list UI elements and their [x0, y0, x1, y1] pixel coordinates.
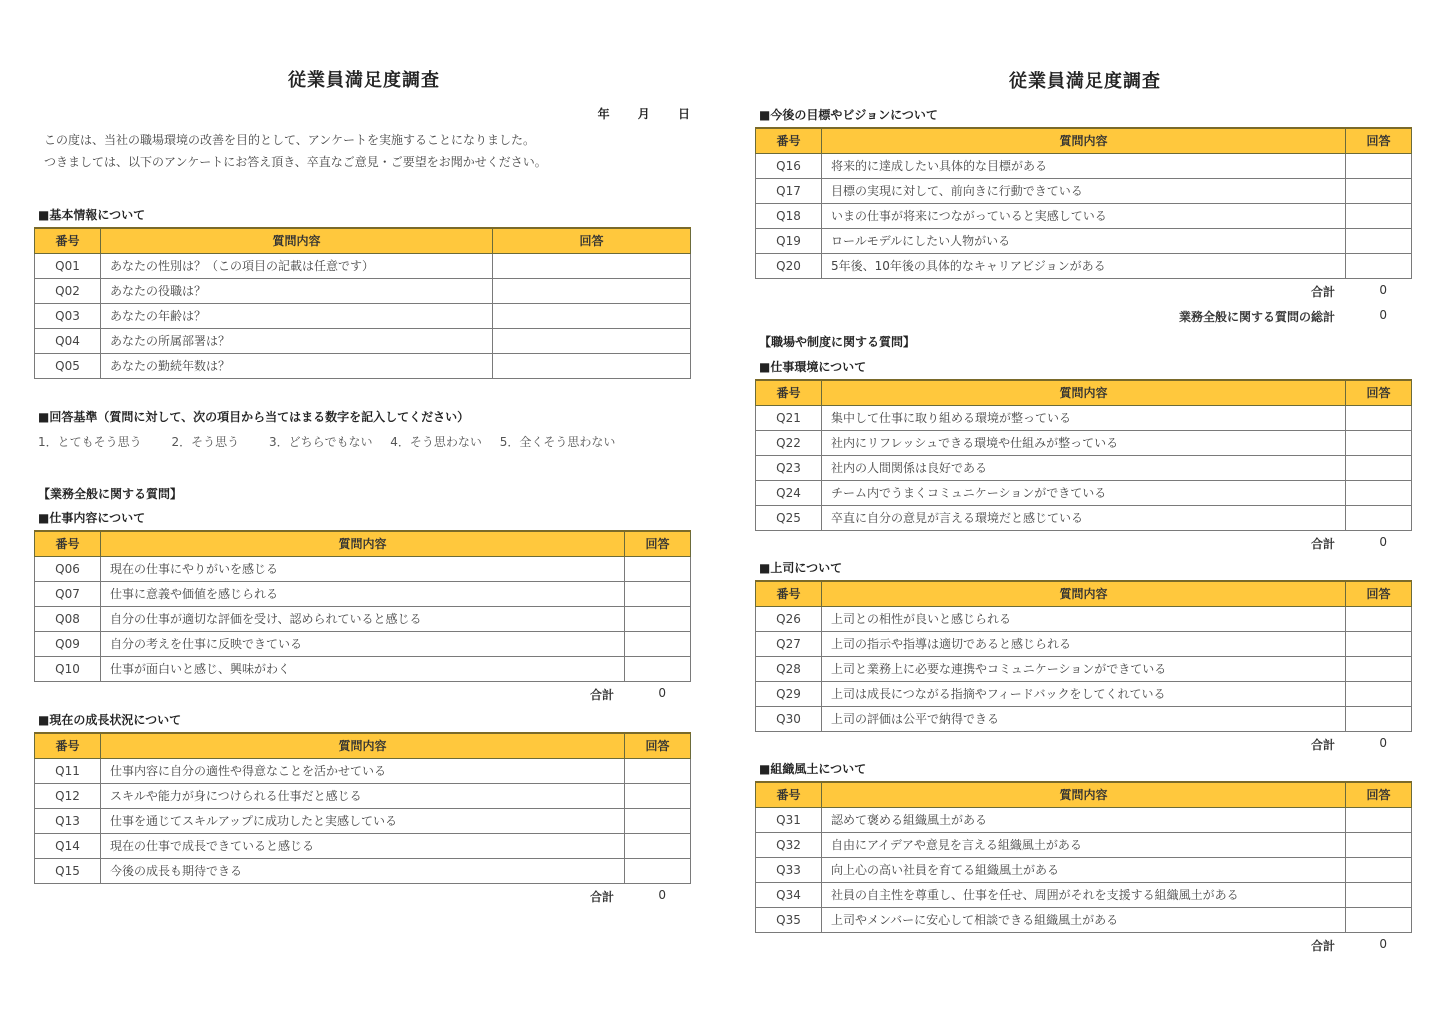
answer-cell[interactable]	[625, 833, 691, 858]
question-number: Q23	[756, 455, 822, 480]
table-row	[756, 455, 1412, 480]
table-row	[756, 706, 1412, 731]
column-header-answer: 回答	[625, 531, 691, 556]
boss-table	[755, 580, 1412, 732]
table-row	[35, 808, 691, 833]
question-text: 目標の実現に対して、前向きに行動できている	[822, 178, 1346, 203]
growth-table	[34, 732, 691, 884]
table-row	[35, 353, 691, 378]
column-header-number: 番号	[756, 581, 822, 606]
question-number: Q14	[35, 833, 101, 858]
question-number: Q12	[35, 783, 101, 808]
answer-cell[interactable]	[625, 631, 691, 656]
scale-option: 4．そう思わない	[390, 435, 482, 449]
question-text: 仕事内容に自分の適性や得意なことを活かせている	[101, 758, 625, 783]
question-text: 社員の自主性を尊重し、仕事を任せ、周囲がそれを支援する組織風土がある	[822, 882, 1346, 907]
section-heading-vision: ■今後の目標やビジョンについて	[759, 108, 938, 122]
column-header-question: 質問内容	[822, 380, 1346, 405]
criteria-scale	[38, 433, 641, 450]
column-header-number: 番号	[35, 228, 101, 253]
section-heading-culture: ■組織風土について	[759, 762, 867, 776]
answer-cell[interactable]	[625, 606, 691, 631]
intro-line: この度は、当社の職場環境の改善を目的として、アンケートを実施することになりました。	[44, 133, 536, 147]
question-number: Q35	[756, 907, 822, 932]
answer-cell[interactable]	[493, 303, 691, 328]
scale-option: 1．とてもそう思う	[38, 435, 142, 449]
category-general: 【業務全般に関する質問】	[38, 487, 183, 501]
question-number: Q28	[756, 656, 822, 681]
question-text: 上司の指示や指導は適切であると感じられる	[822, 631, 1346, 656]
table-row	[756, 606, 1412, 631]
table-row	[756, 857, 1412, 882]
answer-cell[interactable]	[1346, 228, 1412, 253]
total-label: 合計	[1310, 537, 1335, 551]
scale-option: 2．そう思う	[171, 435, 240, 449]
answer-cell[interactable]	[1346, 706, 1412, 731]
question-text: 集中して仕事に取り組める環境が整っている	[822, 405, 1346, 430]
table-header-row	[35, 228, 691, 253]
question-text: 仕事を通じてスキルアップに成功したと実感している	[101, 808, 625, 833]
question-text: あなたの所属部署は？	[101, 328, 493, 353]
table-row	[756, 253, 1412, 278]
column-header-question: 質問内容	[822, 581, 1346, 606]
question-number: Q02	[35, 278, 101, 303]
scale-option: 5．全くそう思わない	[499, 435, 616, 449]
column-header-number: 番号	[35, 733, 101, 758]
question-number: Q03	[35, 303, 101, 328]
table-row	[35, 556, 691, 581]
intro-text	[44, 129, 547, 173]
total-value: 0	[1379, 283, 1387, 297]
question-number: Q11	[35, 758, 101, 783]
question-number: Q10	[35, 656, 101, 681]
total-value: 0	[658, 686, 666, 700]
table-header-row	[756, 782, 1412, 807]
grand-total-value: 0	[1379, 308, 1387, 322]
answer-cell[interactable]	[1346, 430, 1412, 455]
section-heading-growth: ■現在の成長状況について	[38, 713, 182, 727]
question-number: Q08	[35, 606, 101, 631]
table-row	[756, 807, 1412, 832]
table-row	[756, 228, 1412, 253]
question-text: 現在の仕事で成長できていると感じる	[101, 833, 625, 858]
question-text: 上司の評価は公平で納得できる	[822, 706, 1346, 731]
date-field[interactable]	[574, 105, 690, 122]
question-number: Q19	[756, 228, 822, 253]
column-header-question: 質問内容	[101, 531, 625, 556]
section-heading-basic: ■基本情報について	[38, 208, 146, 222]
column-header-answer: 回答	[493, 228, 691, 253]
intro-line: つきましては、以下のアンケートにお答え頂き、卒直なご意見・ご要望をお聞かせください。	[44, 155, 547, 169]
total-value: 0	[1379, 937, 1387, 951]
table-row	[35, 656, 691, 681]
table-row	[35, 581, 691, 606]
total-label: 合計	[1310, 939, 1335, 953]
column-header-answer: 回答	[1346, 128, 1412, 153]
table-row	[756, 430, 1412, 455]
answer-cell[interactable]	[625, 556, 691, 581]
question-number: Q18	[756, 203, 822, 228]
table-header-row	[756, 128, 1412, 153]
page-title: 従業員満足度調査	[288, 70, 440, 91]
table-row	[35, 783, 691, 808]
total-label: 合計	[589, 688, 614, 702]
question-number: Q13	[35, 808, 101, 833]
question-text: 認めて褒める組織風土がある	[822, 807, 1346, 832]
question-number: Q31	[756, 807, 822, 832]
column-header-number: 番号	[756, 128, 822, 153]
column-header-question: 質問内容	[822, 782, 1346, 807]
question-number: Q16	[756, 153, 822, 178]
column-header-question: 質問内容	[101, 228, 493, 253]
question-number: Q24	[756, 480, 822, 505]
column-header-number: 番号	[756, 782, 822, 807]
question-number: Q21	[756, 405, 822, 430]
column-header-number: 番号	[756, 380, 822, 405]
table-row	[756, 405, 1412, 430]
answer-cell[interactable]	[1346, 631, 1412, 656]
question-text: ロールモデルにしたい人物がいる	[822, 228, 1346, 253]
question-text: 今後の成長も期待できる	[101, 858, 625, 883]
table-row	[756, 656, 1412, 681]
answer-cell[interactable]	[1346, 882, 1412, 907]
total-label: 合計	[589, 890, 614, 904]
question-number: Q09	[35, 631, 101, 656]
question-text: 仕事に意義や価値を感じられる	[101, 581, 625, 606]
question-number: Q01	[35, 253, 101, 278]
answer-cell[interactable]	[1346, 907, 1412, 932]
table-header-row	[35, 531, 691, 556]
section-heading-boss: ■上司について	[759, 561, 843, 575]
question-text: 上司との相性が良いと感じられる	[822, 606, 1346, 631]
answer-cell[interactable]	[1346, 505, 1412, 530]
table-row	[756, 505, 1412, 530]
grand-total-label: 業務全般に関する質問の総計	[1178, 310, 1335, 324]
question-text: あなたの性別は？（この項目の記載は任意です）	[101, 253, 493, 278]
table-header-row	[35, 733, 691, 758]
question-number: Q15	[35, 858, 101, 883]
table-row	[35, 758, 691, 783]
date-month: 月	[637, 107, 650, 121]
section-heading-work-content: ■仕事内容について	[38, 511, 146, 525]
question-number: Q20	[756, 253, 822, 278]
question-text: 自由にアイデアや意見を言える組織風土がある	[822, 832, 1346, 857]
answer-cell[interactable]	[1346, 480, 1412, 505]
scale-option: 3．どちらでもない	[268, 435, 373, 449]
culture-table	[755, 781, 1412, 933]
answer-cell[interactable]	[493, 328, 691, 353]
table-row	[756, 203, 1412, 228]
question-number: Q07	[35, 581, 101, 606]
column-header-number: 番号	[35, 531, 101, 556]
table-row	[756, 178, 1412, 203]
table-row	[756, 882, 1412, 907]
question-text: チーム内でうまくコミュニケーションができている	[822, 480, 1346, 505]
answer-cell[interactable]	[493, 278, 691, 303]
question-text: 卒直に自分の意見が言える環境だと感じている	[822, 505, 1346, 530]
date-year: 年	[597, 107, 610, 121]
work-content-table	[34, 530, 691, 682]
question-text: 向上心の高い社員を育てる組織風土がある	[822, 857, 1346, 882]
section-heading-environment: ■仕事環境について	[759, 360, 867, 374]
question-number: Q29	[756, 681, 822, 706]
answer-cell[interactable]	[1346, 405, 1412, 430]
total-value: 0	[658, 888, 666, 902]
question-text: 自分の考えを仕事に反映できている	[101, 631, 625, 656]
table-header-row	[756, 380, 1412, 405]
total-value: 0	[1379, 736, 1387, 750]
page-title: 従業員満足度調査	[1009, 71, 1161, 92]
question-text: 現在の仕事にやりがいを感じる	[101, 556, 625, 581]
table-row	[35, 858, 691, 883]
criteria-heading: ■回答基準（質問に対して、次の項目から当てはまる数字を記入してください）	[38, 410, 470, 424]
answer-cell[interactable]	[625, 858, 691, 883]
question-text: いまの仕事が将来につながっていると実感している	[822, 203, 1346, 228]
question-number: Q26	[756, 606, 822, 631]
column-header-question: 質問内容	[822, 128, 1346, 153]
category-workplace: 【職場や制度に関する質問】	[759, 335, 916, 349]
answer-cell[interactable]	[1346, 832, 1412, 857]
basic-info-table	[34, 227, 691, 379]
answer-cell[interactable]	[625, 808, 691, 833]
question-text: 社内の人間関係は良好である	[822, 455, 1346, 480]
column-header-question: 質問内容	[101, 733, 625, 758]
answer-cell[interactable]	[1346, 178, 1412, 203]
answer-cell[interactable]	[625, 758, 691, 783]
question-text: あなたの年齢は？	[101, 303, 493, 328]
table-row	[756, 832, 1412, 857]
question-text: 上司やメンバーに安心して相談できる組織風土がある	[822, 907, 1346, 932]
answer-cell[interactable]	[1346, 153, 1412, 178]
column-header-answer: 回答	[1346, 380, 1412, 405]
question-text: 上司は成長につながる指摘やフィードバックをしてくれている	[822, 681, 1346, 706]
table-row	[756, 480, 1412, 505]
table-row	[35, 833, 691, 858]
answer-cell[interactable]	[1346, 455, 1412, 480]
question-text: あなたの勤続年数は？	[101, 353, 493, 378]
table-row	[756, 631, 1412, 656]
question-text: あなたの役職は？	[101, 278, 493, 303]
answer-cell[interactable]	[1346, 606, 1412, 631]
answer-cell[interactable]	[493, 353, 691, 378]
column-header-answer: 回答	[625, 733, 691, 758]
total-label: 合計	[1310, 285, 1335, 299]
question-number: Q06	[35, 556, 101, 581]
answer-cell[interactable]	[625, 581, 691, 606]
table-row	[35, 606, 691, 631]
question-number: Q27	[756, 631, 822, 656]
environment-table	[755, 379, 1412, 531]
question-text: 上司と業務上に必要な連携やコミュニケーションができている	[822, 656, 1346, 681]
table-row	[35, 303, 691, 328]
answer-cell[interactable]	[625, 783, 691, 808]
answer-cell[interactable]	[1346, 656, 1412, 681]
question-number: Q30	[756, 706, 822, 731]
total-value: 0	[1379, 535, 1387, 549]
total-label: 合計	[1310, 738, 1335, 752]
question-text: 将来的に達成したい具体的な目標がある	[822, 153, 1346, 178]
answer-cell[interactable]	[625, 656, 691, 681]
table-row	[35, 328, 691, 353]
question-text: 仕事が面白いと感じ、興味がわく	[101, 656, 625, 681]
question-text: スキルや能力が身につけられる仕事だと感じる	[101, 783, 625, 808]
answer-cell[interactable]	[1346, 681, 1412, 706]
question-number: Q25	[756, 505, 822, 530]
question-text: 5年後、10年後の具体的なキャリアビジョンがある	[822, 253, 1346, 278]
question-number: Q32	[756, 832, 822, 857]
question-number: Q04	[35, 328, 101, 353]
table-row	[35, 278, 691, 303]
column-header-answer: 回答	[1346, 581, 1412, 606]
vision-table	[755, 127, 1412, 279]
answer-cell[interactable]	[493, 253, 691, 278]
question-number: Q33	[756, 857, 822, 882]
answer-cell[interactable]	[1346, 203, 1412, 228]
question-number: Q17	[756, 178, 822, 203]
question-number: Q34	[756, 882, 822, 907]
table-row	[756, 153, 1412, 178]
table-row	[35, 253, 691, 278]
table-row	[35, 631, 691, 656]
question-text: 自分の仕事が適切な評価を受け、認められていると感じる	[101, 606, 625, 631]
answer-cell[interactable]	[1346, 857, 1412, 882]
table-row	[756, 907, 1412, 932]
question-number: Q22	[756, 430, 822, 455]
question-number: Q05	[35, 353, 101, 378]
table-header-row	[756, 581, 1412, 606]
answer-cell[interactable]	[1346, 253, 1412, 278]
question-text: 社内にリフレッシュできる環境や仕組みが整っている	[822, 430, 1346, 455]
column-header-answer: 回答	[1346, 782, 1412, 807]
table-row	[756, 681, 1412, 706]
answer-cell[interactable]	[1346, 807, 1412, 832]
date-day: 日	[677, 107, 690, 121]
